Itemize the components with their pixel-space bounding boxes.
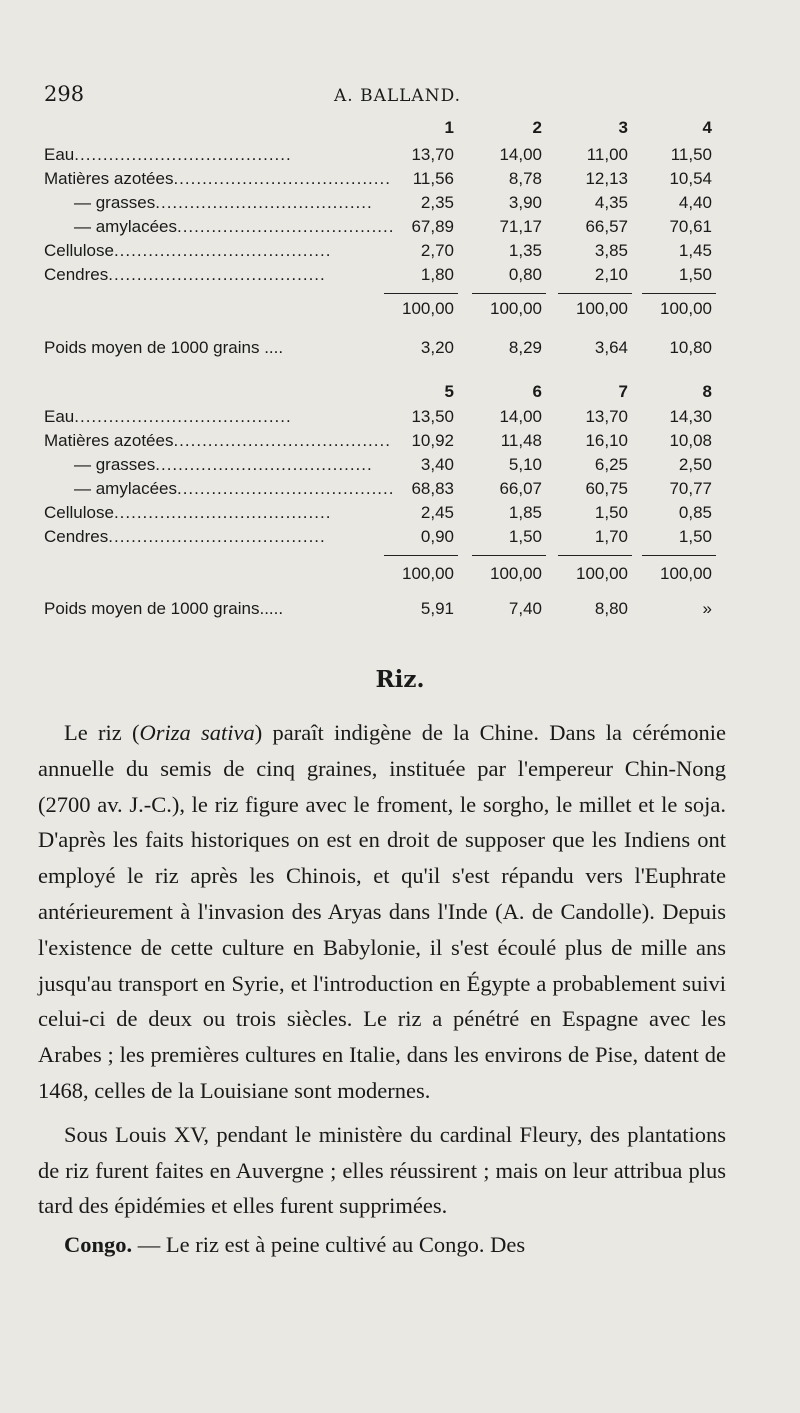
cell-value: 1,50 xyxy=(678,265,712,284)
table-row xyxy=(44,265,734,289)
composition-table-1 xyxy=(44,118,734,368)
table-row xyxy=(44,431,734,455)
cell-value: 4,35 xyxy=(594,193,628,212)
column-header: 5 xyxy=(444,382,454,401)
cell-value: 1,50 xyxy=(594,503,628,522)
cell-value: 8,78 xyxy=(508,169,542,188)
leader-dots: ...................................... xyxy=(155,193,373,212)
cell-value: 10,08 xyxy=(669,431,712,450)
leader-dots: ...................................... xyxy=(176,217,395,236)
leader-dots: ...................................... xyxy=(108,265,326,284)
row-label xyxy=(74,217,395,237)
paragraph xyxy=(38,1227,726,1263)
cell-value: 66,57 xyxy=(585,217,628,236)
table-row xyxy=(44,479,734,503)
cell-value: 60,75 xyxy=(585,479,628,498)
total-rule xyxy=(642,293,716,294)
total-value: 100,00 xyxy=(490,299,542,318)
weight-value: 5,91 xyxy=(420,599,454,618)
cell-value: 11,48 xyxy=(500,431,542,450)
cell-value: 13,70 xyxy=(585,407,628,426)
cell-value: 1,85 xyxy=(508,503,542,522)
table-row xyxy=(44,217,734,241)
table-row xyxy=(44,503,734,527)
cell-value: 1,70 xyxy=(594,527,628,546)
weight-value: » xyxy=(702,599,712,618)
subsection-heading: Congo. xyxy=(64,1232,133,1258)
row-label xyxy=(44,241,364,261)
row-label xyxy=(44,169,391,189)
row-label-text: — grasses xyxy=(74,193,156,212)
table-header-row xyxy=(44,118,734,142)
table-row xyxy=(44,407,734,431)
cell-value: 71,17 xyxy=(499,217,542,236)
cell-value: 12,13 xyxy=(585,169,628,188)
total-value: 100,00 xyxy=(402,299,454,318)
total-value: 100,00 xyxy=(576,564,628,583)
cell-value: 70,77 xyxy=(669,479,712,498)
total-rule xyxy=(472,293,546,294)
table-row xyxy=(44,241,734,265)
total-value: 100,00 xyxy=(660,299,712,318)
row-label xyxy=(44,527,364,547)
column-header: 7 xyxy=(618,382,628,401)
weight-value: 7,40 xyxy=(508,599,542,618)
paragraph xyxy=(38,715,726,1109)
leader-dots: ...................................... xyxy=(155,455,373,474)
cell-value: 13,70 xyxy=(411,145,454,164)
column-header: 6 xyxy=(532,382,542,401)
table-row xyxy=(44,145,734,169)
row-label-text: Cellulose xyxy=(44,241,114,260)
leader-dots: ...................................... xyxy=(74,145,292,164)
total-rule xyxy=(558,555,632,556)
column-header: 4 xyxy=(702,118,712,137)
weight-label: Poids moyen de 1000 grains..... xyxy=(44,599,284,618)
total-value: 100,00 xyxy=(402,564,454,583)
total-value: 100,00 xyxy=(490,564,542,583)
section-title: Riz. xyxy=(375,666,425,693)
text-span: — Le riz est à peine cultivé au Congo. Des xyxy=(132,1232,526,1258)
cell-value: 10,92 xyxy=(411,431,454,450)
column-header: 1 xyxy=(444,118,454,137)
row-label xyxy=(44,431,391,451)
table-header-row xyxy=(44,382,734,406)
cell-value: 11,56 xyxy=(412,169,454,188)
row-label xyxy=(74,193,373,213)
column-header: 8 xyxy=(702,382,712,401)
cell-value: 11,00 xyxy=(586,145,628,164)
weight-value: 8,80 xyxy=(594,599,628,618)
cell-value: 14,00 xyxy=(499,145,542,164)
paragraph: Sous Louis XV, pendant le ministère du cardinal Fleury, des plantations de riz furent faites en Auvergne ; elles réussirent ; mais on leur attribua plus tard des épidémies et elles furent supprimées. xyxy=(38,1121,726,1219)
composition-table-2 xyxy=(44,382,734,622)
totals-row xyxy=(44,299,734,323)
text-span: ) paraît indigène de la Chine. Dans la cérémonie annuelle du semis de cinq graines, instituée par l'empereur Chin-Nong (2700 av. J.-C.), le riz figure avec le froment, le sorgho, le millet et le soja. D'après les faits historiques on est en droit de supposer que les Indiens ont employé le riz après les Chinois, et qu'il s'est répandu vers l'Euphrate antérieurement à l'invasion des Aryas dans l'Inde (A. de Candolle). Depuis l'existence de cette culture en Babylonie, il s'est écoulé plus de mille ans jusqu'au transport en Syrie, et l'introduction en Égypte a probablement suivi celui-ci de deux ou trois siècles. Le riz a pénétré en Espagne avec les Arabes ; les premières cultures en Italie, dans les environs de Pise, datent de 1468, celles de la Louisiane sont modernes. xyxy=(38,720,726,1103)
leader-dots: ...................................... xyxy=(173,169,391,188)
cell-value: 3,85 xyxy=(594,241,628,260)
cell-value: 2,35 xyxy=(420,193,454,212)
cell-value: 11,50 xyxy=(670,145,712,164)
leader-dots: ...................................... xyxy=(108,527,326,546)
row-label xyxy=(44,503,364,523)
row-label-text: Cendres xyxy=(44,527,109,546)
cell-value: 2,50 xyxy=(678,455,712,474)
row-label xyxy=(44,265,364,285)
cell-value: 5,10 xyxy=(508,455,542,474)
cell-value: 10,54 xyxy=(669,169,712,188)
weight-row xyxy=(44,599,734,623)
total-rule xyxy=(472,555,546,556)
running-title: A. BALLAND. xyxy=(334,86,462,106)
total-rule xyxy=(384,555,458,556)
cell-value: 1,35 xyxy=(508,241,542,260)
row-label-text: Cellulose xyxy=(44,503,114,522)
cell-value: 67,89 xyxy=(411,217,454,236)
cell-value: 4,40 xyxy=(678,193,712,212)
leader-dots: ...................................... xyxy=(74,407,292,426)
cell-value: 0,90 xyxy=(420,527,454,546)
cell-value: 14,30 xyxy=(669,407,712,426)
body-text xyxy=(38,715,726,1263)
totals-row xyxy=(44,564,734,588)
cell-value: 3,40 xyxy=(420,455,454,474)
cell-value: 0,85 xyxy=(678,503,712,522)
cell-value: 3,90 xyxy=(508,193,542,212)
cell-value: 6,25 xyxy=(594,455,628,474)
cell-value: 0,80 xyxy=(508,265,542,284)
page-header xyxy=(44,82,756,112)
leader-dots: ...................................... xyxy=(113,503,332,522)
cell-value: 16,10 xyxy=(585,431,628,450)
total-value: 100,00 xyxy=(576,299,628,318)
weight-value: 3,64 xyxy=(594,338,628,357)
cell-value: 1,50 xyxy=(678,527,712,546)
row-label-text: — grasses xyxy=(74,455,156,474)
row-label-text: — amylacées xyxy=(74,217,177,236)
species-name: Oriza sativa xyxy=(139,720,255,745)
total-rule xyxy=(384,293,458,294)
row-label-text: Matières azotées xyxy=(44,169,174,188)
weight-value: 3,20 xyxy=(420,338,454,357)
row-label-text: Eau xyxy=(44,407,75,426)
cell-value: 2,70 xyxy=(420,241,454,260)
row-label-text: Matières azotées xyxy=(44,431,174,450)
cell-value: 70,61 xyxy=(669,217,712,236)
cell-value: 68,83 xyxy=(411,479,454,498)
table-row xyxy=(44,169,734,193)
row-label-text: Cendres xyxy=(44,265,109,284)
leader-dots: ...................................... xyxy=(176,479,395,498)
leader-dots: ...................................... xyxy=(173,431,391,450)
row-label xyxy=(44,145,364,165)
cell-value: 1,80 xyxy=(420,265,454,284)
table-row xyxy=(44,527,734,551)
weight-value: 8,29 xyxy=(508,338,542,357)
cell-value: 1,45 xyxy=(678,241,712,260)
row-label xyxy=(44,407,364,427)
leader-dots: ...................................... xyxy=(113,241,332,260)
column-header: 2 xyxy=(532,118,542,137)
cell-value: 2,45 xyxy=(420,503,454,522)
cell-value: 14,00 xyxy=(499,407,542,426)
total-rule xyxy=(558,293,632,294)
page-number: 298 xyxy=(44,82,85,106)
row-label xyxy=(74,455,373,475)
cell-value: 66,07 xyxy=(499,479,542,498)
table-row xyxy=(44,455,734,479)
weight-value: 10,80 xyxy=(669,338,712,357)
cell-value: 1,50 xyxy=(508,527,542,546)
total-rule xyxy=(642,555,716,556)
cell-value: 13,50 xyxy=(411,407,454,426)
cell-value: 2,10 xyxy=(594,265,628,284)
total-value: 100,00 xyxy=(660,564,712,583)
weight-label: Poids moyen de 1000 grains .... xyxy=(44,338,284,357)
text-span: Le riz ( xyxy=(64,720,140,745)
column-header: 3 xyxy=(618,118,628,137)
row-label-text: — amylacées xyxy=(74,479,177,498)
weight-row xyxy=(44,338,734,362)
row-label xyxy=(74,479,395,499)
row-label-text: Eau xyxy=(44,145,75,164)
table-row xyxy=(44,193,734,217)
